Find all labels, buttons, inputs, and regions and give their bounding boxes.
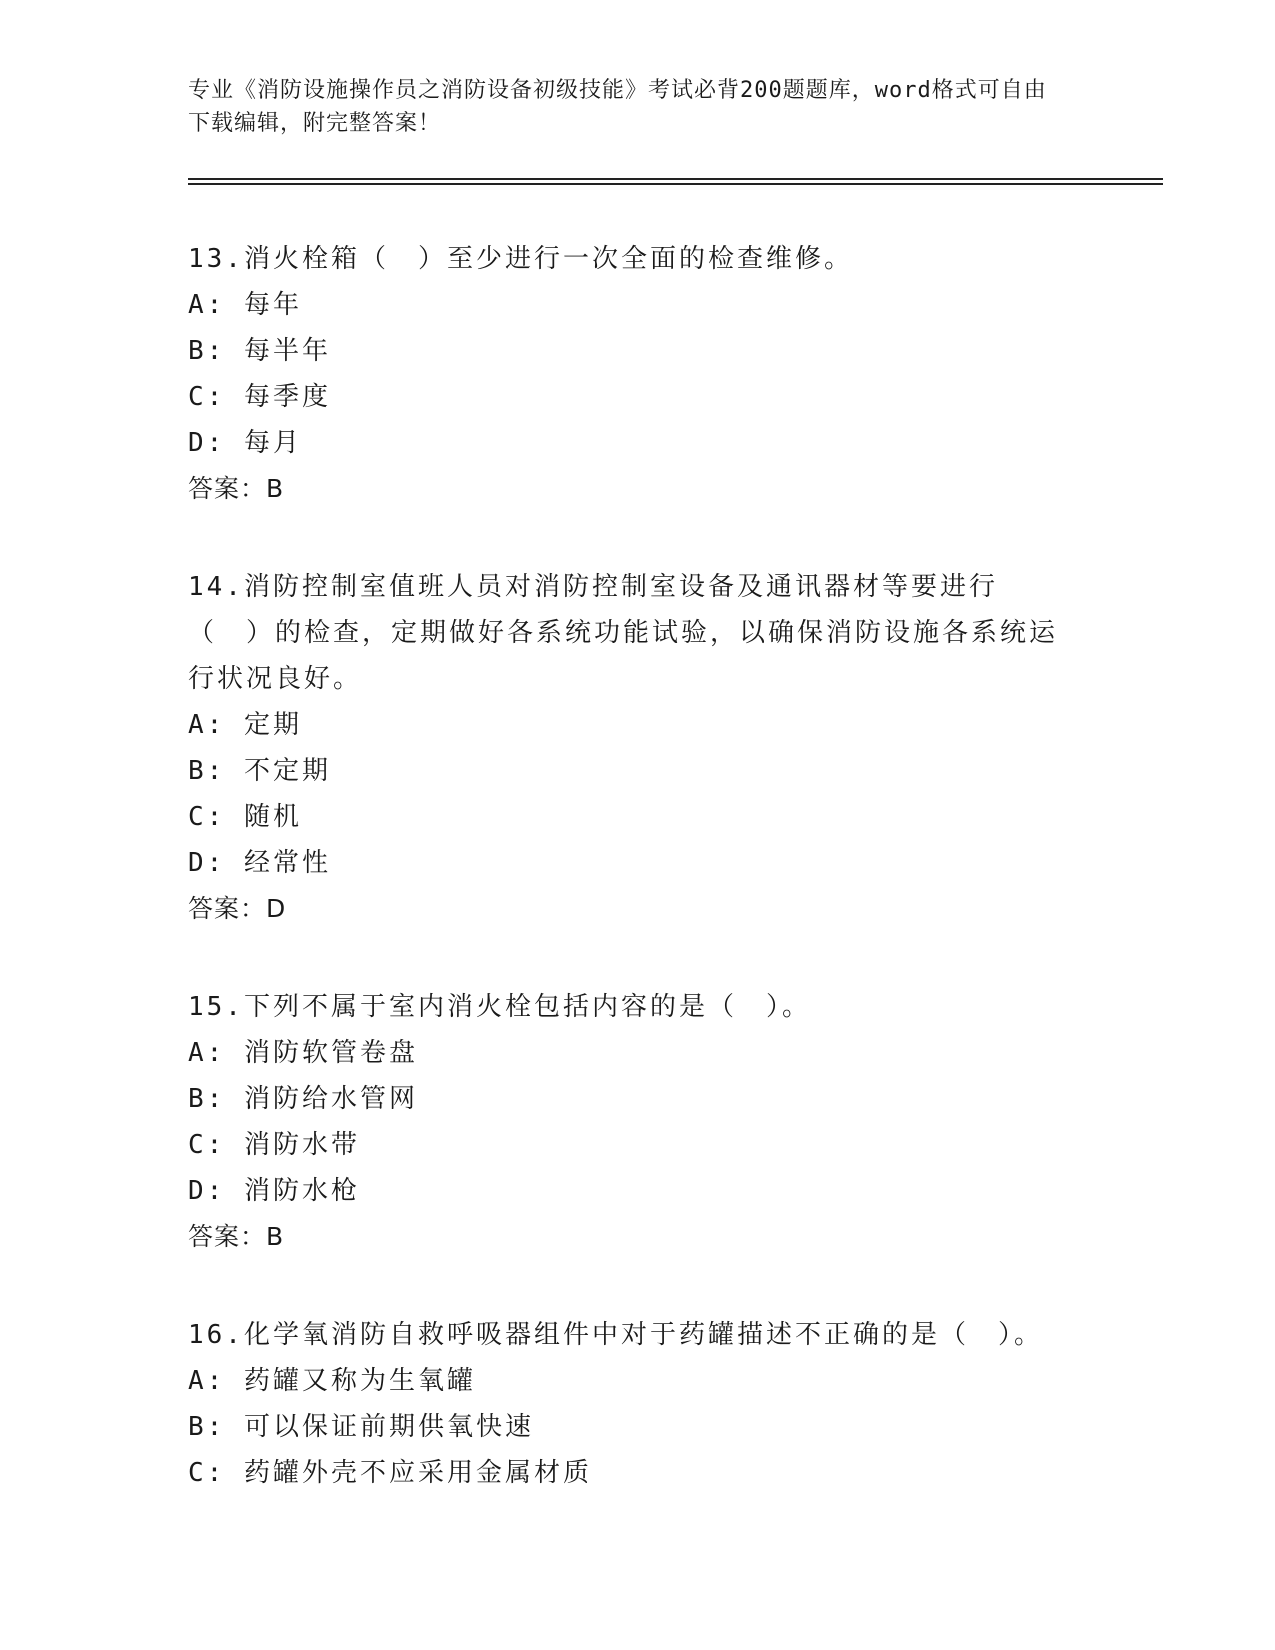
- header-divider-top: [188, 178, 1163, 180]
- option-d: D: 消防水枪: [188, 1176, 360, 1206]
- question-stem: 14.消防控制室值班人员对消防控制室设备及通讯器材等要进行（ ）的检查，定期做好各系统功能试验，以确保消防设施各系统运行状况良好。: [188, 572, 1059, 694]
- option-b: B: 每半年: [188, 336, 331, 366]
- question-15: [188, 984, 1068, 1260]
- option-a: A: 定期: [188, 710, 302, 740]
- option-c: C: 药罐外壳不应采用金属材质: [188, 1458, 592, 1488]
- question-stem: 13.消火栓箱（ ）至少进行一次全面的检查维修。: [188, 244, 853, 274]
- option-b: B: 消防给水管网: [188, 1084, 418, 1114]
- question-stem: 16.化学氧消防自救呼吸器组件中对于药罐描述不正确的是（ ）。: [188, 1320, 1043, 1350]
- question-14: [188, 564, 1068, 932]
- question-16: [188, 1312, 1068, 1496]
- option-c: C: 每季度: [188, 382, 331, 412]
- option-a: A: 消防软管卷盘: [188, 1038, 418, 1068]
- answer: 答案：B: [188, 1222, 285, 1251]
- question-13: [188, 236, 1068, 512]
- option-d: D: 经常性: [188, 848, 331, 878]
- header-divider-bottom: [188, 183, 1163, 185]
- option-b: B: 可以保证前期供氧快速: [188, 1412, 534, 1442]
- question-list: [188, 236, 1068, 1548]
- option-a: A: 药罐又称为生氧罐: [188, 1366, 476, 1396]
- question-stem: 15.下列不属于室内消火栓包括内容的是（ ）。: [188, 992, 811, 1022]
- option-d: D: 每月: [188, 428, 302, 458]
- option-b: B: 不定期: [188, 756, 331, 786]
- answer: 答案：D: [188, 894, 287, 923]
- option-a: A: 每年: [188, 290, 302, 320]
- answer: 答案：B: [188, 474, 285, 503]
- option-c: C: 随机: [188, 802, 302, 832]
- option-c: C: 消防水带: [188, 1130, 360, 1160]
- document-header: 专业《消防设施操作员之消防设备初级技能》考试必背200题题库，word格式可自由下载编辑，附完整答案！: [188, 78, 1047, 136]
